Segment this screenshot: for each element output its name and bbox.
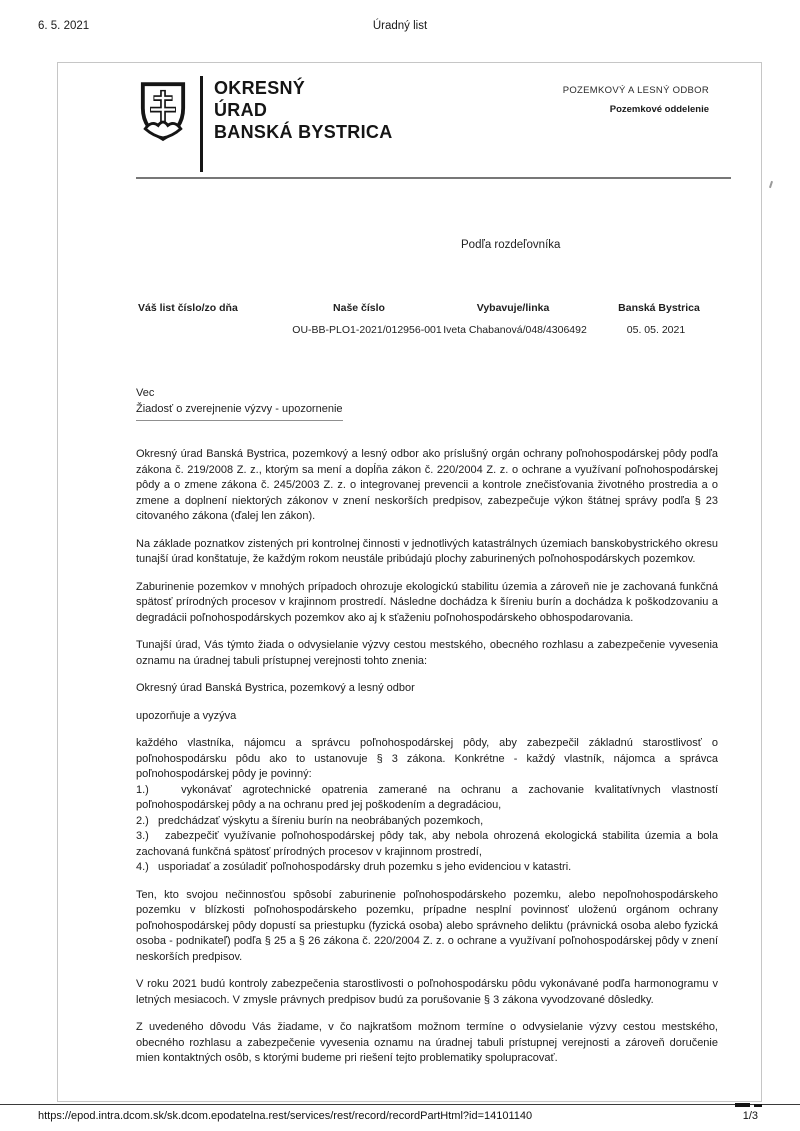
ref-value-handled-by: Iveta Chabanová/048/4306492 [443, 324, 587, 336]
duty-intro: každého vlastníka, nájomcu a správcu poľnohospodárskej pôdy, aby zabezpečil základnú starostlivosť o poľnohospodársku pôdu ako to ustanovuje § 3 zákona. Konkrétne - každý vlastník, nájomca a správca poľnohospodárskej pôdy je povinný: [136, 737, 718, 780]
department-block [563, 85, 709, 115]
letterhead-rule [136, 177, 731, 179]
footer-url: https://epod.intra.dcom.sk/sk.dcom.epodatelna.rest/services/rest/record/recordPartHtml?id=14101140 [38, 1110, 533, 1122]
paragraph: V roku 2021 budú kontroly zabezpečenia starostlivosti o poľnohospodársku pôdu vykonávané podľa harmonogramu v letných mesiacoch. V zmysle právnych predpisov budú za porušovanie § 3 zákona vyvodzované dôsledky. [136, 978, 718, 1006]
department-unit: Pozemkové oddelenie [609, 104, 709, 115]
letterhead-divider [200, 76, 203, 172]
scan-artifact [754, 1104, 762, 1107]
ref-header-your-ref: Váš list číslo/zo dňa [138, 302, 238, 314]
org-name [214, 77, 393, 143]
list-item: 2.) predchádzať výskytu a šíreniu burín na neobrábaných pozemkoch, [136, 814, 484, 827]
list-item: 4.) usporiadať a zosúladiť poľnohospodársky druh pozemku s jeho evidenciou v katastri. [136, 861, 572, 873]
org-name-line2: ÚRAD [214, 100, 268, 120]
slovak-coat-of-arms-icon [139, 76, 187, 148]
subject-text: Žiadosť o zverejnenie výzvy - upozornenie [136, 401, 343, 421]
notice-line: upozorňuje a vyzýva [136, 709, 237, 722]
paragraph: Okresný úrad Banská Bystrica, pozemkový a lesný odbor ako príslušný orgán ochrany poľnohospodárskej pôdy podľa zákona č. 219/2008 Z. z., ktorým sa mení a dopĺňa zákon č. 220/2004 Z. z. o ochrane a využívaní poľnohospodárskej pôdy a o zmene zákona č. 245/2003 Z. z. o integrovanej prevencii a kontrole znečisťovania životného prostredia a o zmene a doplnení niektorých zákonov v znení neskorších predpisov, zabezpečuje výkon štátnej správy podľa § 23 citovaného zákona (ďalej len zákon). [136, 448, 718, 522]
issuer-line: Okresný úrad Banská Bystrica, pozemkový a lesný odbor [136, 682, 415, 694]
subject-label: Vec [136, 387, 155, 399]
print-header-date: 6. 5. 2021 [38, 20, 90, 32]
page-indicator: 1/3 [742, 1110, 758, 1122]
recipient: Podľa rozdeľovníka [461, 239, 561, 251]
letterhead [139, 76, 393, 172]
print-header-title: Úradný list [372, 20, 428, 32]
paragraph: Z uvedeného dôvodu Vás žiadame, v čo najkratšom možnom termíne o odvysielanie výzvy cestou mestského, obecného rozhlasu a zabezpečenie vyvesenia oznamu na úradnej tabuli prístupnej verejnosti a zároveň doručenie mien kontaktných osôb, s ktorými budeme pri riešení tejto problematiky spolupracovať. [136, 1021, 718, 1064]
scan-artifact [769, 181, 773, 188]
department-name: POZEMKOVÝ A LESNÝ ODBOR [562, 85, 709, 96]
ref-header-handled-by: Vybavuje/linka [476, 302, 550, 314]
ref-value-our-ref: OU-BB-PLO1-2021/012956-001 [292, 324, 442, 336]
paragraph: Tunajší úrad, Vás týmto žiada o odvysielanie výzvy cestou mestského, obecného rozhlasu a zabezpečenie vyvesenia oznamu na úradnej tabuli prístupnej verejnosti tohto znenia: [136, 639, 718, 667]
list-item: 1.) vykonávať agrotechnické opatrenia zamerané na ochranu a zachovanie kvalitatívnych vlastností poľnohospodárskej pôdy a na ochranu pred jej poškodením a degradáciou, [136, 783, 718, 811]
ref-header-place: Banská Bystrica [618, 302, 700, 314]
letter-body [136, 447, 718, 1079]
ref-value-date: 05. 05. 2021 [626, 324, 686, 336]
org-name-line1: OKRESNÝ [214, 78, 306, 98]
subject-block [136, 385, 343, 421]
paragraph: Zaburinenie pozemkov v mnohých prípadoch ohrozuje ekologickú stabilitu územia a zároveň nie je zachovaná funkčná spätosť prírodných procesov v krajinnom prostredí. Následne dochádza k šíreniu burín a dochádza k poškodzovaniu a degradácii poľnohospodárskych pozemkov ako aj k sťaženiu poľnohospodárskeho obhospodarovania. [136, 580, 718, 624]
scan-artifact [735, 1103, 750, 1107]
footer-divider [0, 1104, 800, 1105]
duty-list [136, 783, 718, 876]
list-item: 3.) zabezpečiť využívanie poľnohospodárskej pôdy tak, aby nebola ohrozená ekologická stabilita územia a bola zachovaná funkčná spätosť prírodných procesov v krajinnom prostredí, [136, 830, 718, 858]
paragraph: Ten, kto svojou nečinnosťou spôsobí zaburinenie poľnohospodárskeho pozemku, alebo nepoľnohospodárskeho pozemku v blízkosti poľnohospodárskeho pozemku, prípadne nesplní povinnosť uloženú orgánom ochrany poľnohospodárskej pôdy dopustí sa priestupku (fyzická osoba) alebo správneho deliktu (právnická osoba alebo fyzická osoba - podnikateľ) podľa § 25 a § 26 zákona č. 220/2004 Z. z. o ochrane a využívaní poľnohospodárskej pôdy v znení neskorších predpisov. [136, 888, 718, 963]
org-name-line3: BANSKÁ BYSTRICA [214, 122, 393, 142]
document-page [57, 62, 762, 1102]
ref-header-our-ref: Naše číslo [333, 302, 385, 314]
paragraph: Na základe poznatkov zistených pri kontrolnej činnosti v jednotlivých katastrálnych územiach banskobystrického okresu tunajší úrad konštatuje, že každým rokom neustále pribúdajú plochy zaburinených poľnohospodárskych pozemkov. [136, 537, 718, 565]
